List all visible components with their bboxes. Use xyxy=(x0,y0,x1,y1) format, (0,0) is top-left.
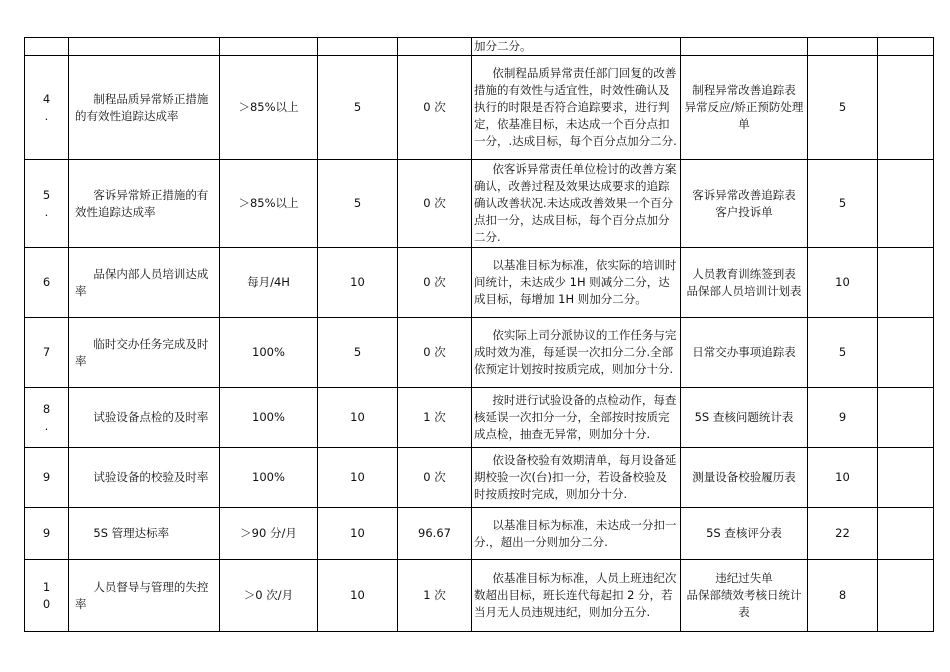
row-number: 4 . xyxy=(25,56,69,160)
note-cell xyxy=(878,318,934,388)
row-number: 8 . xyxy=(25,388,69,448)
source-cell: 违纪过失单 品保部绩效考核日统计表 xyxy=(681,560,808,632)
row-number: 7 xyxy=(25,318,69,388)
table-row xyxy=(25,448,934,508)
source-cell: 客诉异常改善追踪表 客户投诉单 xyxy=(681,160,808,248)
table-cell xyxy=(398,38,472,56)
note-cell xyxy=(878,248,934,318)
table-cell xyxy=(681,38,808,56)
table-cell xyxy=(25,38,69,56)
indicator-cell: 试验设备的校验及时率 xyxy=(69,448,220,508)
score-cell: 22 xyxy=(808,508,878,560)
target-cell: ＞85%以上 xyxy=(220,56,318,160)
actual-cell: 0 次 xyxy=(398,56,472,160)
score-cell: 5 xyxy=(808,56,878,160)
weight-cell: 10 xyxy=(318,508,398,560)
note-cell xyxy=(878,388,934,448)
weight-cell: 5 xyxy=(318,160,398,248)
actual-cell: 0 次 xyxy=(398,160,472,248)
table-cell xyxy=(808,38,878,56)
desc-cell: 依基准目标为标准，人员上班违纪次数超出目标，班长连代每起扣 2 分，若当月无人员违规违纪，则加分五分. xyxy=(472,560,681,632)
weight-cell: 10 xyxy=(318,388,398,448)
indicator-cell: 5S 管理达标率 xyxy=(69,508,220,560)
weight-cell: 5 xyxy=(318,56,398,160)
target-cell: ＞0 次/月 xyxy=(220,560,318,632)
row-number: 1 0 xyxy=(25,560,69,632)
source-cell: 日常交办事项追踪表 xyxy=(681,318,808,388)
note-cell xyxy=(878,160,934,248)
table-row xyxy=(25,508,934,560)
target-cell: 每月/4H xyxy=(220,248,318,318)
target-cell: 100% xyxy=(220,318,318,388)
score-cell: 10 xyxy=(808,248,878,318)
note-cell xyxy=(878,56,934,160)
desc-cell: 依制程品质异常责任部门回复的改善措施的有效性与适宜性，时效性确认及执行的时限是否符合追踪要求，进行判定，依基准目标，未达成一个百分点扣一分，.达成目标，每个百分点加分二分. xyxy=(472,56,681,160)
source-cell: 测量设备校验履历表 xyxy=(681,448,808,508)
indicator-cell: 品保内部人员培训达成率 xyxy=(69,248,220,318)
source-cell: 5S 查核问题统计表 xyxy=(681,388,808,448)
desc-cell: 加分二分。 xyxy=(472,38,681,56)
weight-cell: 10 xyxy=(318,560,398,632)
row-number: 9 xyxy=(25,448,69,508)
score-cell: 5 xyxy=(808,318,878,388)
target-cell: 100% xyxy=(220,448,318,508)
table-cell xyxy=(878,38,934,56)
actual-cell: 1 次 xyxy=(398,560,472,632)
actual-cell: 96.67 xyxy=(398,508,472,560)
target-cell: 100% xyxy=(220,388,318,448)
note-cell xyxy=(878,448,934,508)
row-number: 9 xyxy=(25,508,69,560)
indicator-cell: 客诉异常矫正措施的有效性追踪达成率 xyxy=(69,160,220,248)
desc-cell: 依实际上司分派协议的工作任务与完成时效为准，每延误一次扣分二分.全部依预定计划按时按质完成，则加分十分. xyxy=(472,318,681,388)
indicator-cell: 试验设备点检的及时率 xyxy=(69,388,220,448)
actual-cell: 0 次 xyxy=(398,318,472,388)
table-row xyxy=(25,56,934,160)
indicator-cell: 制程品质异常矫正措施的有效性追踪达成率 xyxy=(69,56,220,160)
table-row xyxy=(25,560,934,632)
actual-cell: 1 次 xyxy=(398,388,472,448)
table-cell xyxy=(220,38,318,56)
source-cell: 人员教育训练签到表 品保部人员培训计划表 xyxy=(681,248,808,318)
row-number: 6 xyxy=(25,248,69,318)
source-cell: 制程异常改善追踪表 异常反应/矫正预防处理单 xyxy=(681,56,808,160)
table-cell xyxy=(318,38,398,56)
weight-cell: 5 xyxy=(318,318,398,388)
note-cell xyxy=(878,508,934,560)
row-number: 5 . xyxy=(25,160,69,248)
desc-cell: 依客诉异常责任单位检讨的改善方案确认，改善过程及效果达成要求的追踪确认改善状况.未达成改善效果一个百分点扣一分，达成目标，每个百分点加分二分. xyxy=(472,160,681,248)
indicator-cell: 人员督导与管理的失控率 xyxy=(69,560,220,632)
table-row xyxy=(25,318,934,388)
score-cell: 10 xyxy=(808,448,878,508)
table-row xyxy=(25,388,934,448)
table-cell xyxy=(69,38,220,56)
table-row xyxy=(25,248,934,318)
weight-cell: 10 xyxy=(318,448,398,508)
target-cell: ＞85%以上 xyxy=(220,160,318,248)
actual-cell: 0 次 xyxy=(398,248,472,318)
actual-cell: 0 次 xyxy=(398,448,472,508)
source-cell: 5S 查核评分表 xyxy=(681,508,808,560)
desc-cell: 按时进行试验设备的点检动作，每查核延误一次扣分一分，全部按时按质完成点检，抽查无异常，则加分十分. xyxy=(472,388,681,448)
table-row xyxy=(25,38,934,56)
desc-cell: 以基准目标为标准，依实际的培训时间统计，未达成少 1H 则减分二分，达成目标，每增加 1H 则加分二分。 xyxy=(472,248,681,318)
target-cell: ＞90 分/月 xyxy=(220,508,318,560)
kpi-table xyxy=(24,37,934,632)
table-row xyxy=(25,160,934,248)
indicator-cell: 临时交办任务完成及时率 xyxy=(69,318,220,388)
score-cell: 8 xyxy=(808,560,878,632)
score-cell: 5 xyxy=(808,160,878,248)
weight-cell: 10 xyxy=(318,248,398,318)
desc-cell: 以基准目标为标准，未达成一分扣一分.，超出一分则加分二分. xyxy=(472,508,681,560)
note-cell xyxy=(878,560,934,632)
score-cell: 9 xyxy=(808,388,878,448)
desc-cell: 依设备校验有效期清单，每月设备延期校验一次(台)扣一分，若设备校验及时按质按时完成，则加分十分. xyxy=(472,448,681,508)
